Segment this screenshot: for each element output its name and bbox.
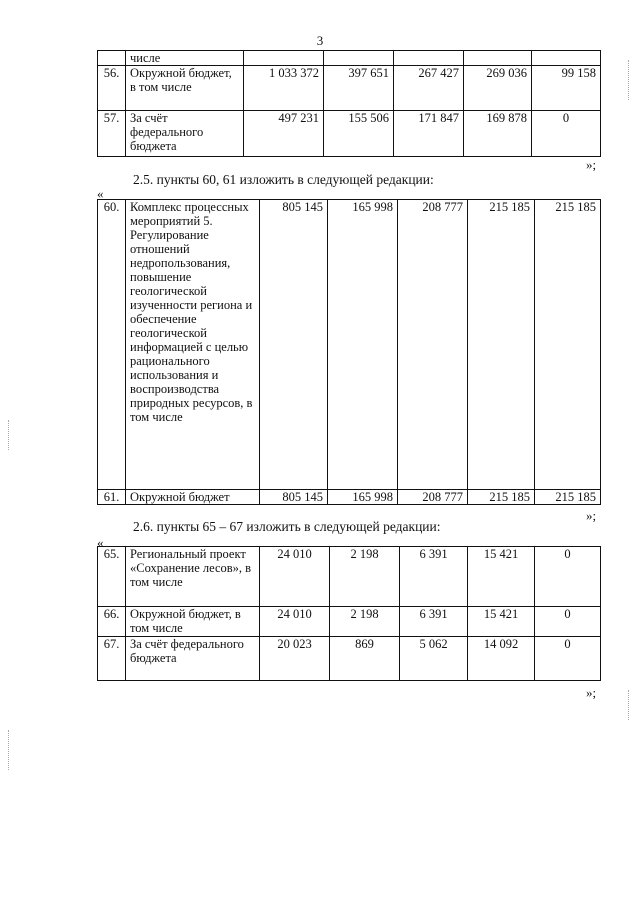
row-value: 397 651: [324, 66, 394, 111]
row-value: 20 023: [260, 637, 330, 681]
closing-quote: »;: [586, 157, 597, 172]
opening-quote: «: [97, 535, 104, 550]
row-number: 60.: [98, 200, 126, 490]
row-name: Окружной бюджет: [126, 490, 260, 505]
budget-table-2: [97, 199, 601, 505]
row-number: 56.: [98, 66, 126, 111]
paragraph-2-5: 2.5. пункты 60, 61 изложить в следующей редакции:: [133, 172, 434, 187]
budget-table-3: [97, 546, 601, 681]
table-row: [98, 111, 601, 157]
row-value: 15 421: [468, 547, 535, 607]
row-number: 65.: [98, 547, 126, 607]
row-value: 24 010: [260, 607, 330, 637]
row-value: 2 198: [330, 547, 400, 607]
row-value: 267 427: [394, 66, 464, 111]
row-value: 2 198: [330, 607, 400, 637]
row-value: 0: [532, 111, 601, 157]
scan-edge-mark: [628, 690, 631, 720]
row-value: 215 185: [468, 200, 535, 490]
row-value: 14 092: [468, 637, 535, 681]
row-name: Комплекс процессных мероприятий 5. Регулирование отношений недропользования, повышение геологической изученности региона и обеспечение геологической информацией с целью рационального использования и воспроизводства природных ресурсов, в том числе: [126, 200, 260, 490]
closing-quote: »;: [586, 685, 597, 700]
row-value: 805 145: [260, 200, 328, 490]
row-value: 171 847: [394, 111, 464, 157]
row-value: 0: [535, 547, 601, 607]
row-value: 165 998: [328, 200, 398, 490]
closing-quote: »;: [586, 508, 597, 523]
row-name: За счёт федерального бюджета: [126, 637, 260, 681]
table-row: [98, 66, 601, 111]
row-value: 99 158: [532, 66, 601, 111]
budget-table-1: [97, 50, 601, 157]
row-value: 165 998: [328, 490, 398, 505]
table-row: [98, 51, 601, 66]
row-number: 67.: [98, 637, 126, 681]
page-number: 3: [316, 33, 324, 48]
paragraph-2-6: 2.6. пункты 65 – 67 изложить в следующей редакции:: [133, 519, 441, 534]
scan-edge-mark: [628, 60, 631, 100]
row-name: За счёт федерального бюджета: [126, 111, 244, 157]
row-value: 5 062: [400, 637, 468, 681]
row-name: Окружной бюджет, в том числе: [126, 607, 260, 637]
table-row: [98, 200, 601, 490]
row-name-fragment: числе: [126, 51, 244, 66]
row-value: 155 506: [324, 111, 394, 157]
row-value: 215 185: [535, 490, 601, 505]
row-value: 6 391: [400, 607, 468, 637]
opening-quote: «: [97, 186, 104, 201]
row-number: 57.: [98, 111, 126, 157]
table-row: [98, 607, 601, 637]
row-value: 208 777: [398, 490, 468, 505]
row-number: 66.: [98, 607, 126, 637]
row-value: 805 145: [260, 490, 328, 505]
row-value: 0: [535, 637, 601, 681]
row-value: 215 185: [468, 490, 535, 505]
row-value: 215 185: [535, 200, 601, 490]
row-value: 6 391: [400, 547, 468, 607]
row-value: 208 777: [398, 200, 468, 490]
row-number: 61.: [98, 490, 126, 505]
row-value: 0: [535, 607, 601, 637]
row-name: Окружной бюджет, в том числе: [126, 66, 244, 111]
row-value: 15 421: [468, 607, 535, 637]
row-value: 869: [330, 637, 400, 681]
scan-edge-mark: [8, 420, 11, 450]
row-value: 24 010: [260, 547, 330, 607]
row-value: 1 033 372: [244, 66, 324, 111]
table-row: [98, 490, 601, 505]
row-value: 269 036: [464, 66, 532, 111]
table-row: [98, 547, 601, 607]
row-value: 169 878: [464, 111, 532, 157]
row-value: 497 231: [244, 111, 324, 157]
table-row: [98, 637, 601, 681]
scan-edge-mark: [8, 730, 11, 770]
row-name: Региональный проект «Сохранение лесов», в том числе: [126, 547, 260, 607]
